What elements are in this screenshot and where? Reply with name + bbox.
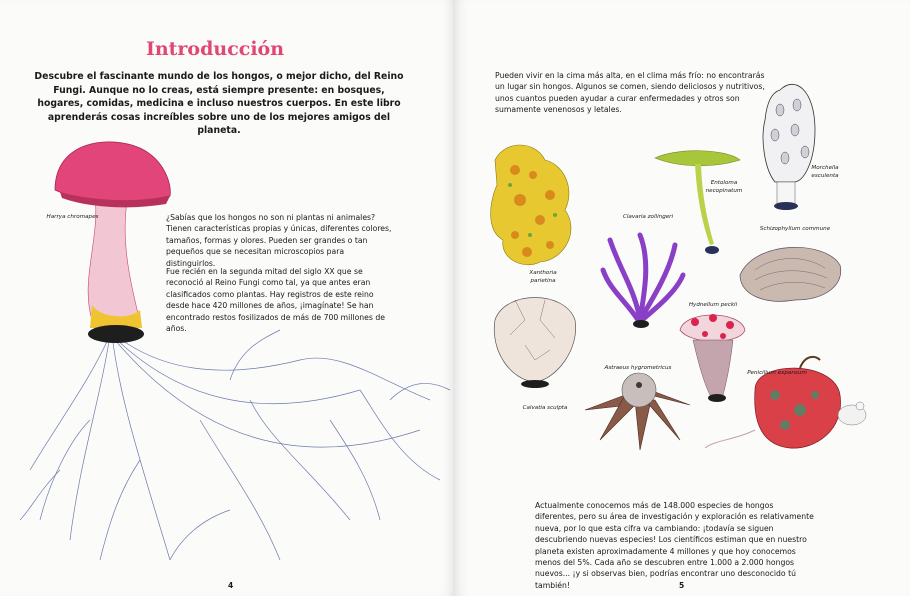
paragraph-1: ¿Sabías que los hongos no son ni plantas ni animales? Tienen características propias y únicas, diferentes colores, tamaños, formas y olores. Pueden ser grandes o tan pequeños que se necesitan microscopios para distinguirlos. <box>166 213 392 268</box>
paragraph-2: Fue recién en la segunda mitad del siglo XX que se reconoció al Reino Fungi como tal, ya que antes eran clasificados como plantas. Hay registros de este reino desde hace 420 millones de años, ¡imagínate! Se han encontrado restos fosilizados de más de 700 millones de años. <box>166 267 385 334</box>
schizophyllum-illustration <box>740 247 841 301</box>
harrya-label: Harrya chromapes <box>46 214 99 220</box>
clavaria-illustration <box>603 235 683 320</box>
entoloma-label: Entoloma necopinatum <box>705 180 743 194</box>
hydnellum-illustration <box>680 314 745 402</box>
right-page <box>455 0 910 596</box>
mycelium-threads <box>20 330 450 560</box>
astraeus-illustration <box>585 373 690 450</box>
page-title: Introducción <box>145 38 285 60</box>
xanthoria-illustration <box>491 145 571 265</box>
right-paragraph-2: Actualmente conocemos más de 148.000 especies de hongos diferentes, pero su área de investigación y exploración es relativamente nueva, por lo que esta cifra va cambiando: ¡todavía se siguen descubriendo nuevas especies! Los científicos estiman que en nuestro planeta existen aproximadamente 4 millones y que hoy conocemos menos del 5%. Cada año se descubren entre 1.000 a 2.000 hongos nuevos... ¡y si observas bien, podrías encontrar uno desconocido tú también! <box>535 501 814 590</box>
hydnellum-label: Hydnellum peckii <box>688 302 738 308</box>
right-paragraph-1: Pueden vivir en la cima más alta, en el clima más frío: no encontrarás un lugar sin hongos. Algunos se comen, siendo deliciosos y nutritivos, unos cuantos pueden ayudar a curar enfermedades y otros son sumamente venenosos y letales. <box>495 71 765 115</box>
calvatia-label: Calvatia sculpta <box>522 405 568 411</box>
intro-paragraph: Descubre el fascinante mundo de los hongos, o mejor dicho, del Reino Fungi. Aunque no lo creas, está siempre presente: en bosques, hogares, comidas, medicina e incluso nuestros cuerpos. En este libro aprenderás cosas increíbles sobre uno de los mejores amigos del planeta. <box>34 71 404 137</box>
morchella-illustration <box>763 84 815 210</box>
schizophyllum-label: Schizophyllum commune <box>759 226 831 232</box>
entoloma-illustration <box>655 151 740 254</box>
penicillium-label: Penicilium expansum <box>747 370 807 376</box>
astraeus-label: Astraeus hygrometricus <box>604 365 672 371</box>
xanthoria-label: Xanthoria parietina <box>529 270 557 284</box>
page-number-right: 5 <box>679 581 685 590</box>
clavaria-label: Clavaria zollingeri <box>622 214 674 220</box>
page-number-left: 4 <box>228 581 234 590</box>
morchella-label: Morchella esculenta <box>811 165 839 179</box>
calvatia-illustration <box>494 298 575 389</box>
